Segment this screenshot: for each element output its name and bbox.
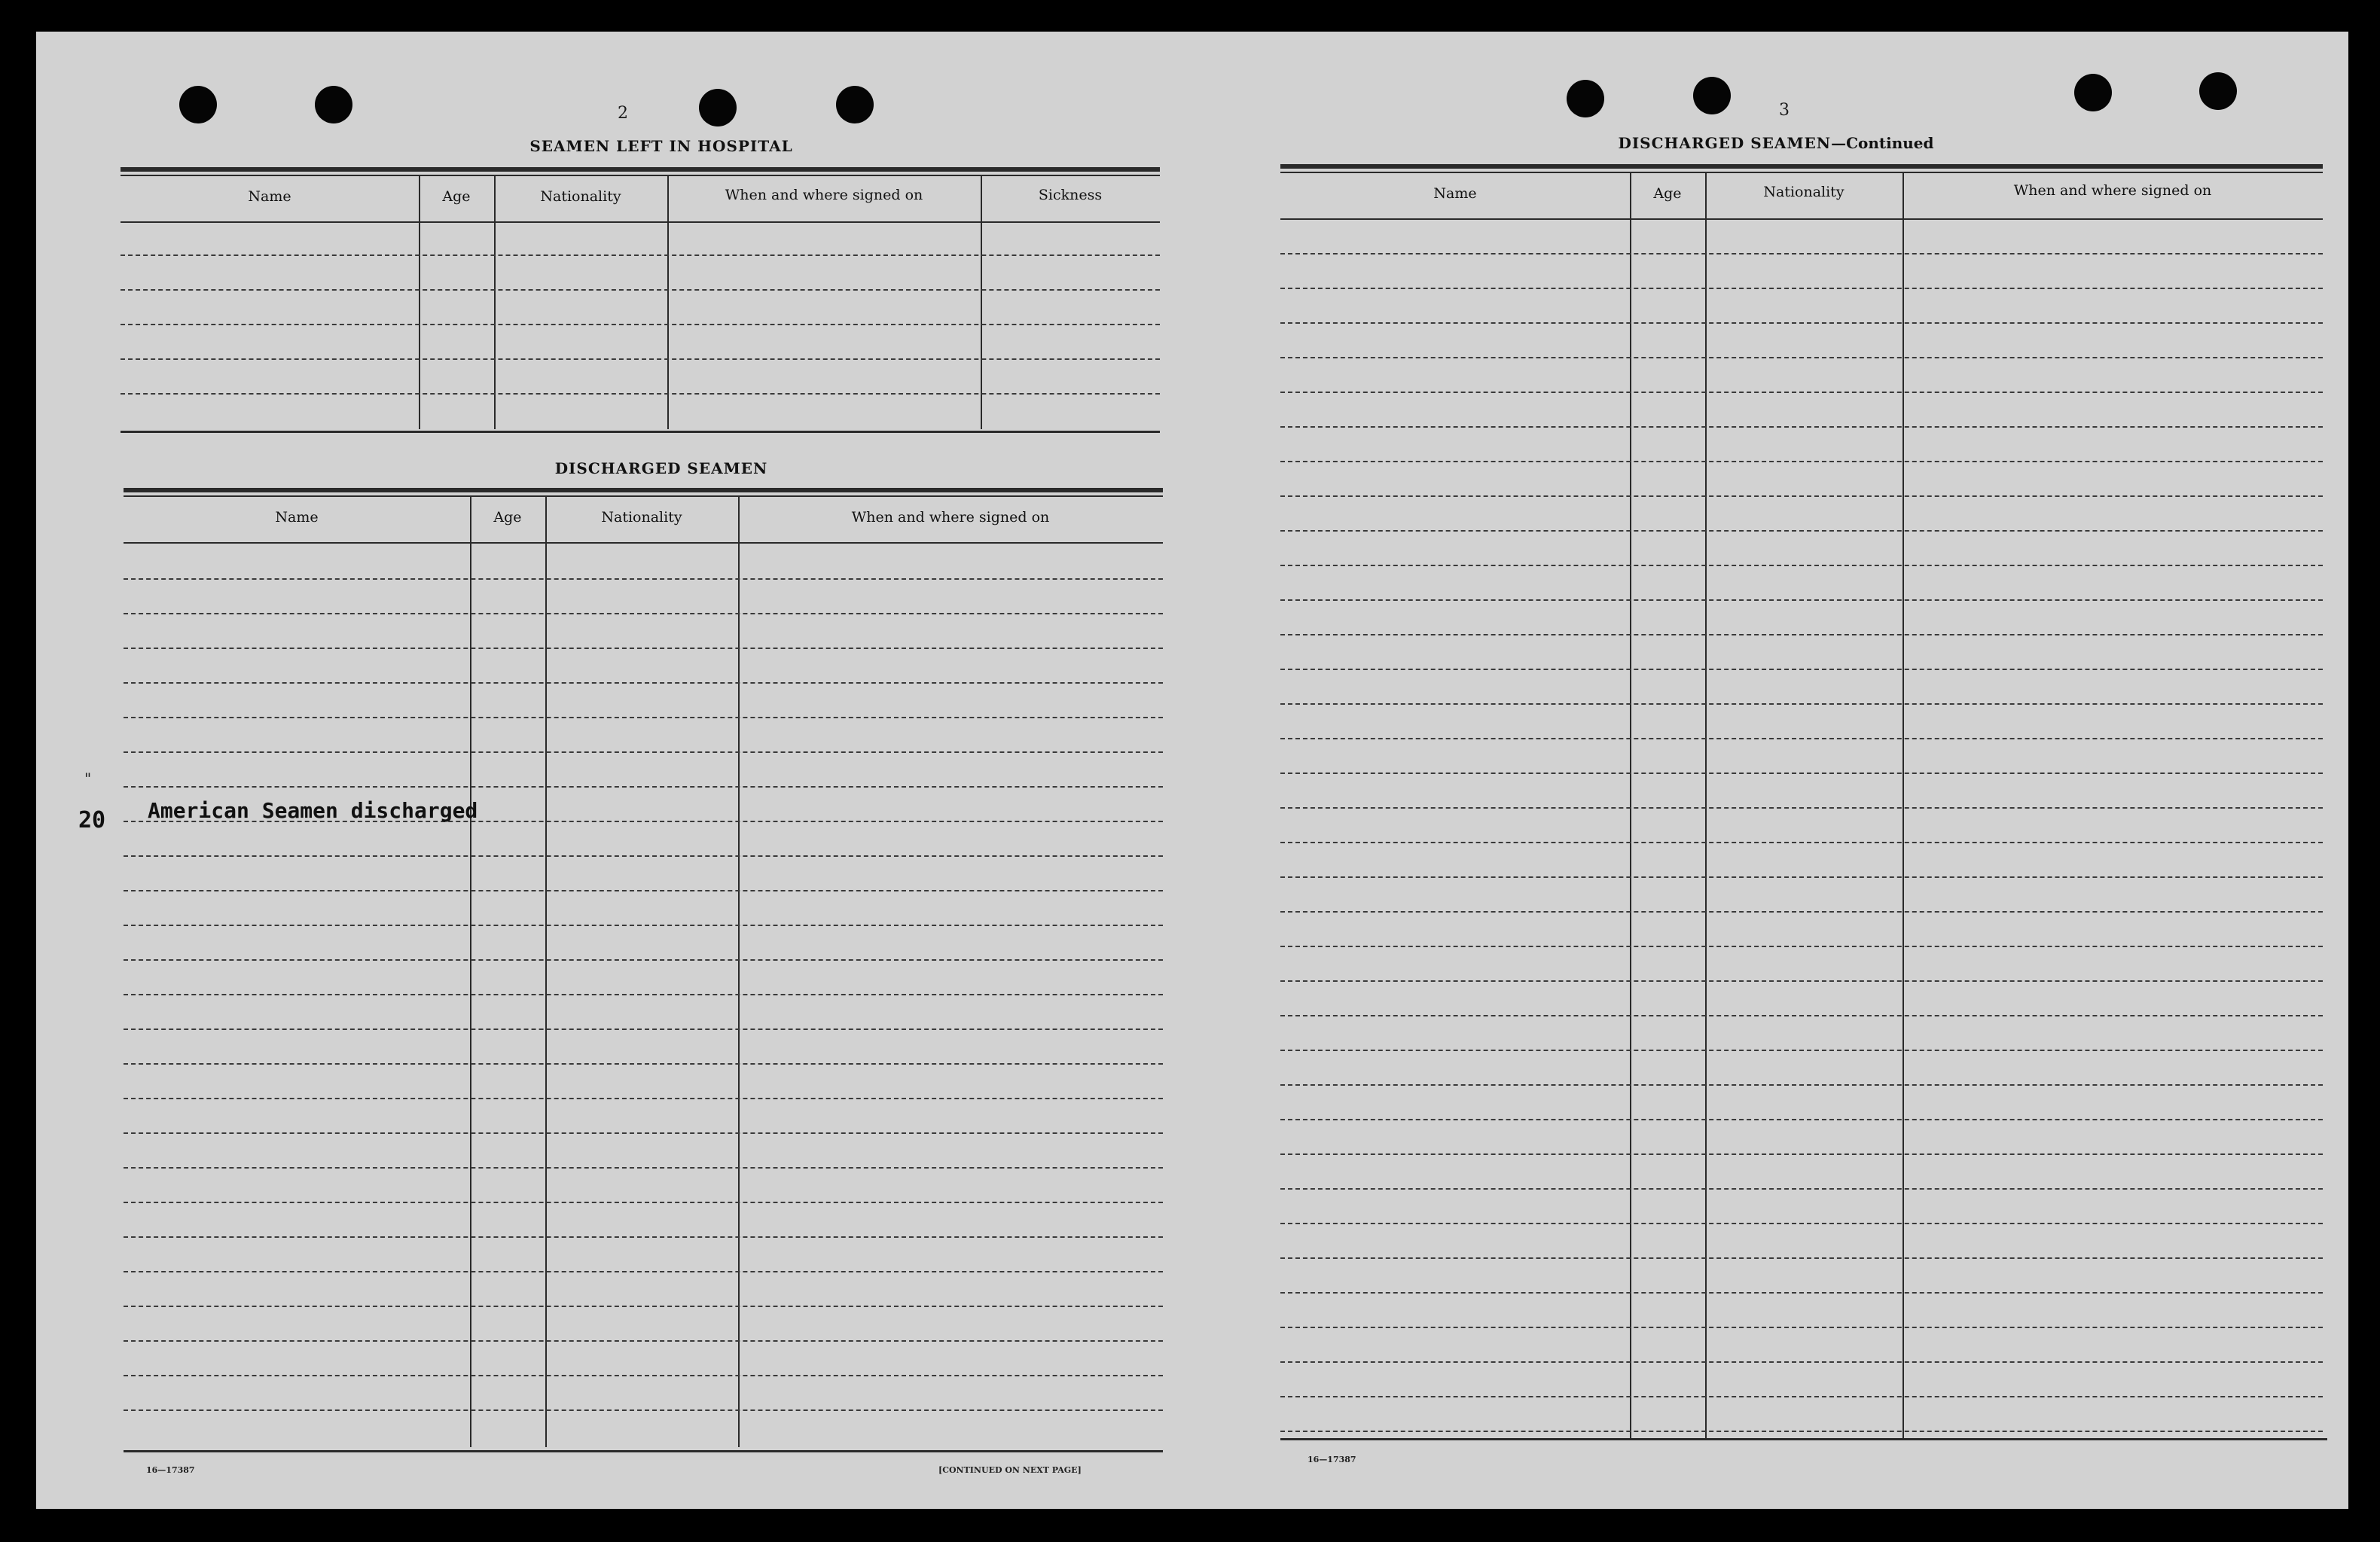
table-row-rule xyxy=(124,1340,1163,1342)
punch-hole xyxy=(1693,77,1731,114)
table-row-rule xyxy=(121,254,1160,256)
discharged-table-bottom-rule xyxy=(124,1450,1163,1452)
table-row-rule xyxy=(124,855,1163,857)
discharged-col-divider xyxy=(738,497,740,1447)
table-row-rule xyxy=(1280,1050,2323,1051)
table-row-rule xyxy=(124,925,1163,926)
discharged-header-rule xyxy=(124,542,1163,544)
table-row-rule xyxy=(124,1271,1163,1272)
discharged-table-top-rule-thin xyxy=(124,495,1163,497)
table-row-rule xyxy=(1280,530,2323,532)
table-row-rule xyxy=(121,324,1160,325)
hospital-col-divider xyxy=(667,176,669,429)
table-row-rule xyxy=(1280,357,2323,358)
table-row-rule xyxy=(1280,461,2323,462)
discharged-col-nationality: Nationality xyxy=(601,509,682,526)
table-row-rule xyxy=(124,1306,1163,1307)
table-row-rule xyxy=(124,1202,1163,1203)
table-row-rule xyxy=(1280,703,2323,705)
hospital-col-divider xyxy=(419,176,420,429)
table-row-rule xyxy=(1280,669,2323,670)
table-row-rule xyxy=(121,358,1160,360)
punch-hole xyxy=(179,86,217,123)
right-table-top-rule-thin xyxy=(1280,172,2323,173)
table-row-rule xyxy=(124,1236,1163,1238)
discharged-col-divider xyxy=(545,497,547,1447)
table-row-rule xyxy=(124,1375,1163,1376)
table-row-rule xyxy=(1280,1188,2323,1190)
hospital-col-name: Name xyxy=(248,188,291,205)
right-col-nationality: Nationality xyxy=(1763,184,1844,200)
table-row-rule xyxy=(1280,980,2323,982)
right-col-age: Age xyxy=(1653,185,1682,202)
hospital-col-divider xyxy=(494,176,496,429)
table-row-rule xyxy=(124,1063,1163,1065)
table-row-rule xyxy=(1280,773,2323,774)
table-row-rule xyxy=(1280,253,2323,254)
discharged-col-name: Name xyxy=(275,509,319,526)
table-row-rule xyxy=(1280,1257,2323,1259)
table-row-rule xyxy=(1280,1015,2323,1016)
table-row-rule xyxy=(1280,1153,2323,1155)
table-row-rule xyxy=(1280,876,2323,878)
table-row-rule xyxy=(1280,1396,2323,1397)
table-row-rule xyxy=(124,1409,1163,1411)
table-row-rule xyxy=(124,786,1163,788)
table-row-rule xyxy=(1280,911,2323,913)
table-row-rule xyxy=(1280,565,2323,566)
table-row-rule xyxy=(1280,634,2323,635)
punch-hole xyxy=(836,86,874,123)
table-row-rule xyxy=(1280,288,2323,289)
hospital-table-top-rule-thin xyxy=(121,175,1160,176)
table-row-rule xyxy=(124,613,1163,614)
table-row-rule xyxy=(124,578,1163,580)
table-row-rule xyxy=(1280,1327,2323,1328)
right-col-signed-on: When and where signed on xyxy=(2013,182,2212,199)
hospital-col-divider xyxy=(981,176,982,429)
right-col-divider xyxy=(1902,173,1904,1438)
discharged-continued-title xyxy=(1573,134,1979,152)
table-row-rule xyxy=(124,1029,1163,1030)
table-row-rule xyxy=(1280,807,2323,809)
hospital-table-bottom-rule xyxy=(121,431,1160,433)
table-row-rule xyxy=(1280,1292,2323,1294)
table-row-rule xyxy=(124,682,1163,684)
discharged-col-signed-on: When and where signed on xyxy=(851,509,1050,526)
form-number-left: 16—17387 xyxy=(146,1465,195,1475)
table-row-rule xyxy=(1280,946,2323,947)
hospital-section-title: SEAMEN LEFT IN HOSPITAL xyxy=(529,137,793,155)
punch-hole xyxy=(315,86,352,123)
document-sheet xyxy=(36,32,2348,1509)
right-col-divider xyxy=(1630,173,1631,1438)
hospital-table-top-rule xyxy=(121,167,1160,172)
discharged-section-title: DISCHARGED SEAMEN xyxy=(554,459,768,477)
table-row-rule xyxy=(1280,392,2323,393)
punch-hole xyxy=(699,89,737,126)
table-row-rule xyxy=(124,648,1163,649)
table-row-rule xyxy=(1280,1119,2323,1120)
table-row-rule xyxy=(124,959,1163,961)
ditto-mark: " xyxy=(84,769,92,788)
discharged-continued-title-suffix: —Continued xyxy=(1831,134,1934,152)
discharged-col-age: Age xyxy=(493,509,522,526)
typed-count: 20 xyxy=(78,807,106,833)
typed-entry-text: American Seamen discharged xyxy=(148,798,478,823)
table-row-rule xyxy=(1280,1431,2323,1432)
table-row-rule xyxy=(1280,1084,2323,1086)
punch-hole xyxy=(2199,72,2237,110)
page-number-right: 3 xyxy=(1779,101,1790,120)
discharged-continued-title-main: DISCHARGED SEAMEN xyxy=(1618,134,1832,152)
table-row-rule xyxy=(124,1098,1163,1099)
hospital-col-sickness: Sickness xyxy=(1038,187,1103,203)
table-row-rule xyxy=(1280,738,2323,739)
punch-hole xyxy=(2074,74,2112,111)
table-row-rule xyxy=(1280,1223,2323,1224)
discharged-table-top-rule xyxy=(124,488,1163,492)
table-row-rule xyxy=(1280,599,2323,601)
right-table-top-rule xyxy=(1280,164,2323,169)
continued-note: [CONTINUED ON NEXT PAGE] xyxy=(938,1465,1082,1475)
hospital-col-nationality: Nationality xyxy=(540,188,621,205)
table-row-rule xyxy=(124,1167,1163,1169)
form-number-right: 16—17387 xyxy=(1307,1455,1356,1464)
table-row-rule xyxy=(121,289,1160,291)
right-header-rule xyxy=(1280,218,2323,220)
hospital-header-rule xyxy=(121,221,1160,223)
right-table-bottom-rule xyxy=(1280,1438,2327,1440)
table-row-rule xyxy=(124,994,1163,995)
discharged-col-divider xyxy=(470,497,471,1447)
table-row-rule xyxy=(124,890,1163,891)
table-row-rule xyxy=(1280,842,2323,843)
table-row-rule xyxy=(121,393,1160,395)
table-row-rule xyxy=(1280,426,2323,428)
right-col-name: Name xyxy=(1433,185,1477,202)
table-row-rule xyxy=(124,751,1163,753)
punch-hole xyxy=(1567,80,1604,117)
table-row-rule xyxy=(1280,495,2323,497)
table-row-rule xyxy=(1280,322,2323,324)
table-row-rule xyxy=(1280,1361,2323,1363)
table-row-rule xyxy=(124,1132,1163,1134)
page-number-left: 2 xyxy=(618,104,628,123)
table-row-rule xyxy=(124,717,1163,718)
hospital-col-signed-on: When and where signed on xyxy=(725,187,923,203)
hospital-col-age: Age xyxy=(442,188,471,205)
right-col-divider xyxy=(1705,173,1707,1438)
